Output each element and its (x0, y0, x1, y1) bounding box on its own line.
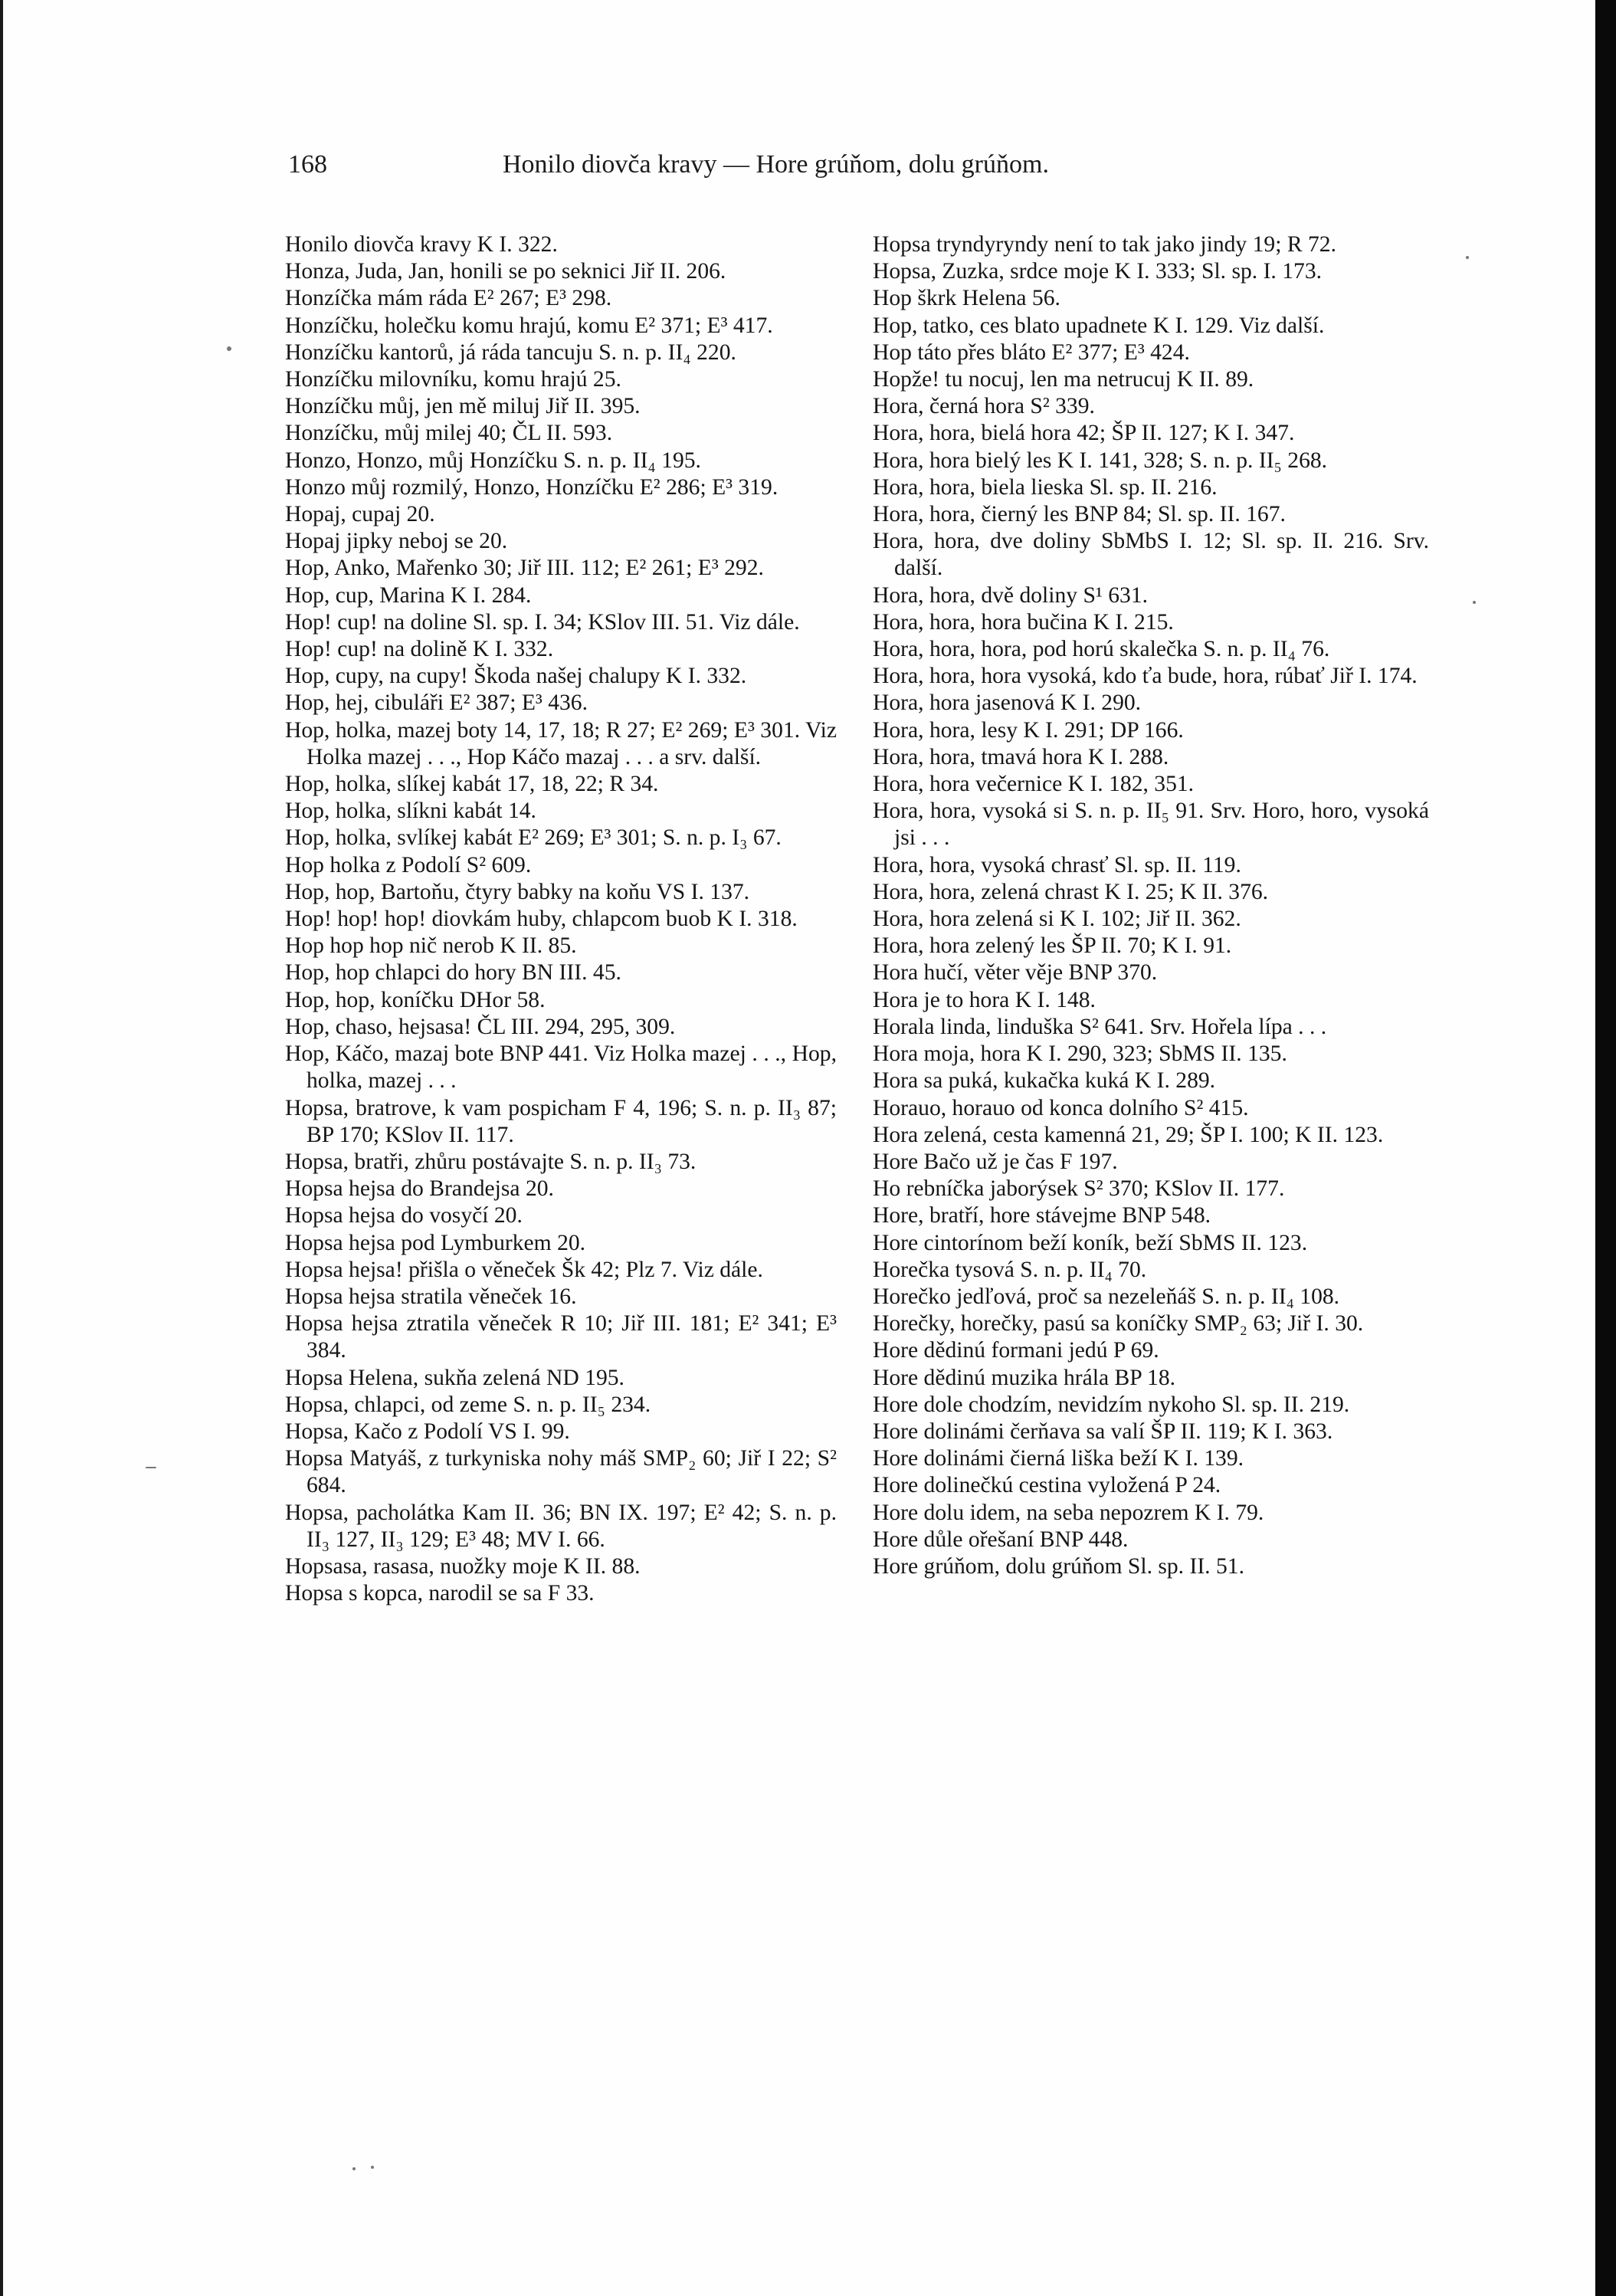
index-entry: Hore dědinú formani jedú P 69. (873, 1338, 1159, 1363)
index-entry: Hora, hora, zelená chrast K I. 25; K II. 376. (873, 879, 1269, 904)
index-entry: Hora, hora, vysoká chrasť Sl. sp. II. 119. (873, 852, 1241, 877)
index-entry: Hora, hora zelená si K I. 102; Jiř II. 362. (873, 907, 1241, 932)
index-entry: Hopsa hejsa do Brandejsa 20. (285, 1176, 554, 1202)
index-entry: Hopaj jipky neboj se 20. (285, 529, 508, 554)
index-entry: Hore dolinečkú cestina vyložená P 24. (873, 1473, 1221, 1498)
index-entry: Hop, hop, Bartoňu, čtyry babky na koňu VS I. 137. (285, 879, 750, 904)
index-entry: Honzíčku, holečku komu hrajú, komu E² 371; E³ 417. (285, 313, 773, 338)
index-entry: Hop, tatko, ces blato upadnete K I. 129. Viz další. (873, 313, 1325, 338)
index-entry: Hora, hora bielý les K I. 141, 328; S. n. p. II₅ 268. (873, 448, 1328, 473)
index-entry: Hore dědinú muzika hrála BP 18. (873, 1365, 1176, 1390)
index-entry: Hopsa tryndyryndy není to tak jako jindy 19; R 72. (873, 232, 1336, 257)
index-entry: Hopsa hejsa do vosyčí 20. (285, 1203, 523, 1228)
index-entry: Honzo, Honzo, můj Honzíčku S. n. p. II₄ 195. (285, 448, 701, 473)
index-entry: Hora, hora, hora bučina K I. 215. (873, 609, 1174, 635)
index-entry: Honza, Juda, Jan, honili se po seknici Jiř II. 206. (285, 259, 726, 284)
scan-left-border (0, 0, 3, 2296)
index-entry: Honzíčku milovníku, komu hrajú 25. (285, 367, 621, 392)
index-entry: Hop, holka, slíkej kabát 17, 18, 22; R 34. (285, 772, 659, 797)
index-entry: Horauo, horauo od konca dolního S² 415. (873, 1095, 1249, 1120)
scan-speck (1466, 256, 1469, 259)
index-entry: Hora zelená, cesta kamenná 21, 29; ŠP I. 100; K II. 123. (873, 1122, 1384, 1147)
index-entry: Hora, hora, vysoká si S. n. p. II₅ 91. Srv. Horo, horo, vysoká jsi . . . (873, 799, 1429, 851)
index-entry: Hop, cup, Marina K I. 284. (285, 582, 532, 608)
index-entry: Hop, cupy, na cupy! Škoda našej chalupy K I. 332. (285, 664, 747, 689)
index-entry: Hora moja, hora K I. 290, 323; SbMS II. 135. (873, 1041, 1287, 1067)
index-entry: Hop, holka, slíkni kabát 14. (285, 799, 536, 824)
index-entry: Hop, chaso, hejsasa! ČL III. 294, 295, 309. (285, 1014, 676, 1039)
index-entry: Hopsa s kopca, narodil se sa F 33. (285, 1581, 595, 1606)
index-entry: Hore důle ořešaní BNP 448. (873, 1527, 1129, 1552)
index-entry: Hora, hora zelený les ŠP II. 70; K I. 91. (873, 933, 1232, 959)
page-number: 168 (288, 150, 327, 179)
scan-speck (227, 346, 231, 351)
index-entry: Hora, hora večernice K I. 182, 351. (873, 772, 1195, 797)
index-entry: Hore dole chodzím, nevidzím nykoho Sl. sp. II. 219. (873, 1392, 1350, 1417)
index-entry: Hora, hora, čierný les BNP 84; Sl. sp. II. 167. (873, 502, 1286, 527)
index-entry: Hora, hora, dve doliny SbMbS I. 12; Sl. sp. II. 216. Srv. další. (873, 529, 1429, 581)
index-entry: Hopsa hejsa ztratila věneček R 10; Jiř III. 181; E² 341; E³ 384. (285, 1311, 837, 1363)
index-entry: Hopsa Helena, sukňa zelená ND 195. (285, 1365, 624, 1390)
index-column-left (285, 231, 837, 1607)
index-entry: Hora, hora, hora, pod horú skalečka S. n. p. II₄ 76. (873, 637, 1330, 662)
index-entry: Hore Bačo už je čas F 197. (873, 1149, 1118, 1174)
index-entry: Hora, hora, hora vysoká, kdo ťa bude, hora, rúbať Jiř I. 174. (873, 664, 1418, 689)
running-title: Honilo diovča kravy — Hore grúňom, dolu grúňom. (503, 150, 1049, 179)
index-entry: Horečky, horečky, pasú sa koníčky SMP₂ 63; Jiř I. 30. (873, 1311, 1364, 1337)
index-entry: Ho rebníčka jaborýsek S² 370; KSlov II. 177. (873, 1176, 1285, 1202)
index-entry: Honzíčku můj, jen mě miluj Jiř II. 395. (285, 394, 641, 419)
index-entry: Hora je to hora K I. 148. (873, 987, 1096, 1012)
index-entry: Hopsa hejsa stratila věneček 16. (285, 1284, 577, 1309)
index-entry: Hopsa hejsa! přišla o věneček Šk 42; Plz 7. Viz dále. (285, 1257, 763, 1282)
index-entry: Hop! hop! hop! diovkám huby, chlapcom buob K I. 318. (285, 907, 798, 932)
index-entry: Honzíčku kantorů, já ráda tancuju S. n. p. II₄ 220. (285, 339, 736, 365)
index-entry: Hora, hora jasenová K I. 290. (873, 690, 1142, 716)
index-entry: Hora, hora, bielá hora 42; ŠP II. 127; K I. 347. (873, 421, 1295, 446)
index-entry: Hopsa, bratři, zhůru postávajte S. n. p. II₃ 73. (285, 1149, 697, 1174)
index-entry: Hop, holka, mazej boty 14, 17, 18; R 27; E² 269; E³ 301. Viz Holka mazej . . ., Hop Káčo mazaj . . . a srv. další. (285, 717, 837, 769)
index-entry: Hop, hop, koníčku DHor 58. (285, 987, 546, 1012)
index-entry: Hore dolinámi čerňava sa valí ŠP II. 119; K I. 363. (873, 1419, 1333, 1444)
index-entry: Hore cintorínom beží koník, beží SbMS II. 123. (873, 1230, 1308, 1255)
index-entry: Hora, hora, tmavá hora K I. 288. (873, 744, 1169, 769)
index-entry: Hopsa, bratrove, k vam pospicham F 4, 196; S. n. p. II₃ 87; BP 170; KSlov II. 117. (285, 1095, 837, 1147)
index-entry: Horečka tysová S. n. p. II₄ 70. (873, 1257, 1147, 1282)
index-entry: Hora, hora, lesy K I. 291; DP 166. (873, 717, 1184, 743)
index-entry: Hore, bratří, hore stávejme BNP 548. (873, 1203, 1211, 1228)
index-entry: Hop holka z Podolí S² 609. (285, 852, 532, 877)
index-entry: Hopsa, Kačo z Podolí VS I. 99. (285, 1419, 570, 1444)
index-entry: Hopsa hejsa pod Lymburkem 20. (285, 1230, 586, 1255)
index-entry: Hora, černá hora S² 339. (873, 394, 1095, 419)
index-entry: Hop škrk Helena 56. (873, 286, 1060, 311)
index-entry: Hopaj, cupaj 20. (285, 502, 435, 527)
index-entry: Honzíčka mám ráda E² 267; E³ 298. (285, 286, 612, 311)
scan-speck (352, 2167, 356, 2170)
scan-speck (146, 1467, 156, 1468)
index-entry: Horala linda, linduška S² 641. Srv. Hořela lípa . . . (873, 1014, 1327, 1039)
index-entry: Hop táto přes bláto E² 377; E³ 424. (873, 339, 1190, 365)
index-entry: Hopsa, Zuzka, srdce moje K I. 333; Sl. sp. I. 173. (873, 259, 1323, 284)
index-entry: Hora, hora, dvě doliny S¹ 631. (873, 582, 1149, 608)
index-entry: Hopsasa, rasasa, nuožky moje K II. 88. (285, 1553, 641, 1579)
index-entry: Honilo diovča kravy K I. 322. (285, 232, 558, 257)
scan-speck (1473, 601, 1476, 604)
index-entry: Honzo můj rozmilý, Honzo, Honzíčku E² 286; E³ 319. (285, 474, 778, 500)
index-entry: Hopsa, pacholátka Kam II. 36; BN IX. 197; E² 42; S. n. p. II₃ 127, II₃ 129; E³ 48; MV I. 66. (285, 1500, 837, 1552)
page-edge-shadow (1595, 0, 1616, 2296)
index-entry: Hora sa puká, kukačka kuká K I. 289. (873, 1068, 1216, 1094)
scan-speck (371, 2166, 374, 2169)
index-entry: Hop! cup! na dolině K I. 332. (285, 637, 554, 662)
index-entry: Hopsa Matyáš, z turkyniska nohy máš SMP₂ 60; Jiř I 22; S² 684. (285, 1446, 837, 1498)
index-entry: Hop, hej, cibuláři E² 387; E³ 436. (285, 690, 588, 716)
index-entry: Hora, hora, biela lieska Sl. sp. II. 216. (873, 474, 1218, 500)
index-entry: Hore grúňom, dolu grúňom Sl. sp. II. 51. (873, 1553, 1244, 1579)
index-entry: Hopže! tu nocuj, len ma netrucuj K II. 89. (873, 367, 1254, 392)
index-entry: Hop, holka, svlíkej kabát E² 269; E³ 301; S. n. p. I₃ 67. (285, 825, 782, 851)
index-entry: Hop, Káčo, mazaj bote BNP 441. Viz Holka mazej . . ., Hop, holka, mazej . . . (285, 1041, 837, 1094)
index-entry: Hopsa, chlapci, od zeme S. n. p. II₅ 234. (285, 1392, 651, 1417)
index-entry: Hop hop hop nič nerob K II. 85. (285, 933, 577, 959)
index-column-right (873, 231, 1429, 1580)
index-entry: Hop, Anko, Mařenko 30; Jiř III. 112; E² 261; E³ 292. (285, 556, 764, 581)
index-entry: Hop, hop chlapci do hory BN III. 45. (285, 960, 621, 986)
index-entry: Hore dolu idem, na seba nepozrem K I. 79. (873, 1500, 1264, 1525)
index-entry: Horečko jedľová, proč sa nezeleňáš S. n. p. II₄ 108. (873, 1284, 1340, 1309)
index-entry: Hore dolinámi čierná liška beží K I. 139. (873, 1446, 1244, 1471)
index-entry: Hop! cup! na doline Sl. sp. I. 34; KSlov III. 51. Viz dále. (285, 609, 800, 635)
index-entry: Honzíčku, můj milej 40; ČL II. 593. (285, 421, 613, 446)
index-entry: Hora hučí, věter věje BNP 370. (873, 960, 1158, 986)
